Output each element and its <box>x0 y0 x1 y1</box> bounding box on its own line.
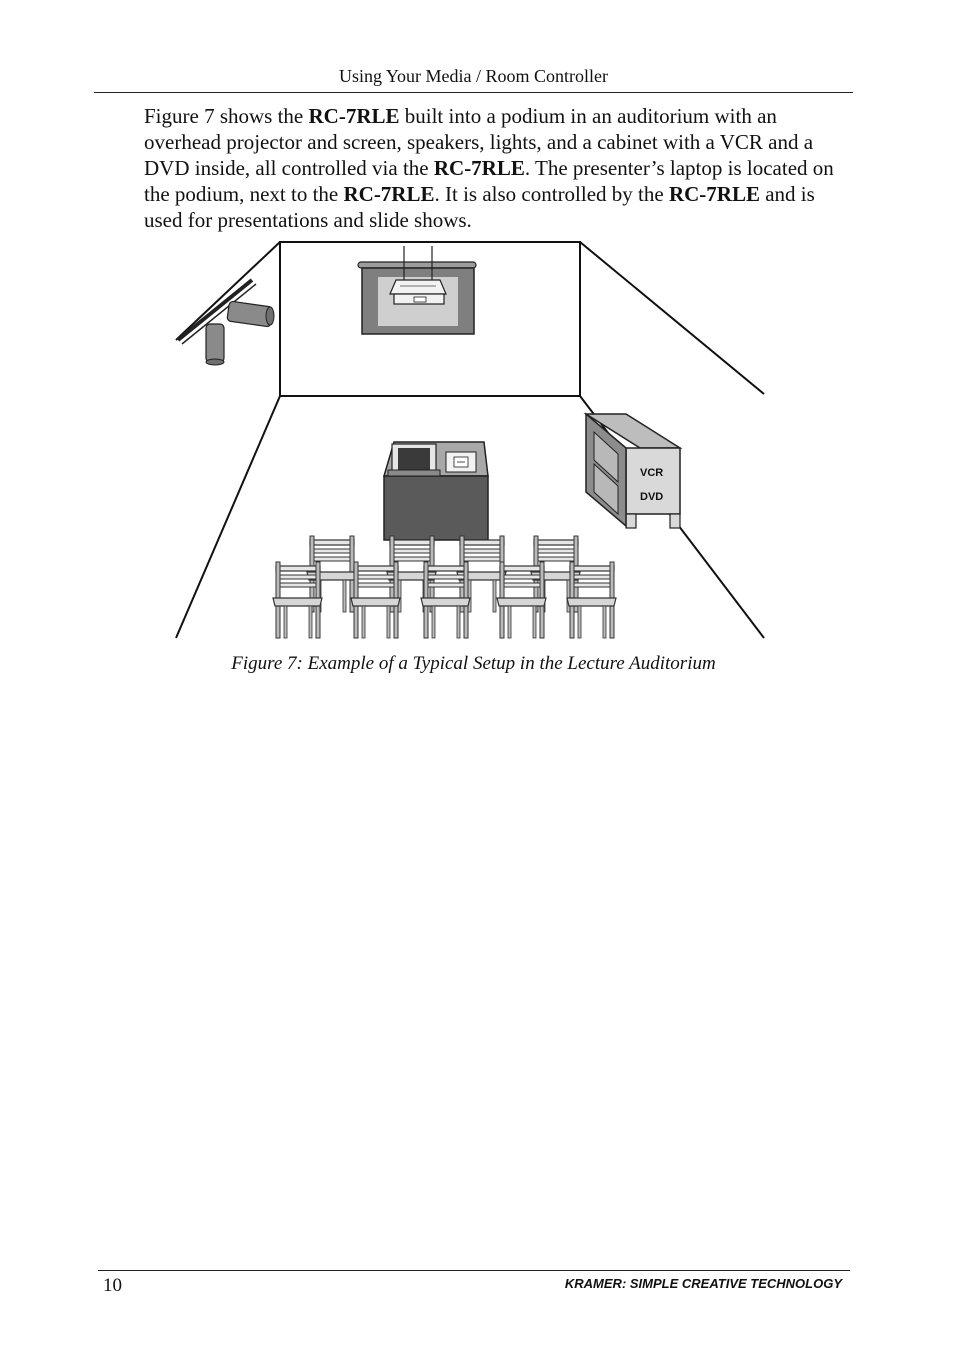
body-paragraph <box>144 103 854 233</box>
text-run: . The presenter’s laptop is located on the podium, next to the <box>144 156 834 206</box>
projection-screen <box>358 246 476 334</box>
auditorium-illustration <box>170 236 770 646</box>
product-name: RC-7RLE <box>343 182 435 206</box>
text-run: built into a podium in an auditorium with an overhead projector and screen, speakers, lights, and a cabinet with a VCR and a DVD inside, all controlled via the <box>144 104 814 180</box>
seating <box>273 536 616 638</box>
product-name: RC-7RLE <box>433 156 525 180</box>
cabinet-label-vcr: VCR <box>640 467 664 479</box>
text-run: Figure 7 shows the <box>144 104 309 128</box>
cabinet-label-dvd: DVD <box>640 491 664 503</box>
running-header: Using Your Media / Room Controller <box>338 66 608 86</box>
av-cabinet <box>586 414 680 528</box>
text-run: . It is also controlled by the <box>434 182 669 206</box>
product-name: RC-7RLE <box>308 104 400 128</box>
footer-brand: KRAMER: SIMPLE CREATIVE TECHNOLOGY <box>564 1276 842 1291</box>
header-rule <box>94 92 853 93</box>
podium <box>384 442 488 540</box>
text-run: and is used for presentations and slide shows. <box>144 182 815 232</box>
page-number: 10 <box>103 1275 122 1296</box>
figure-caption: Figure 7: Example of a Typical Setup in the Lecture Auditorium <box>231 653 716 674</box>
product-name: RC-7RLE <box>668 182 760 206</box>
footer-rule <box>98 1270 850 1271</box>
